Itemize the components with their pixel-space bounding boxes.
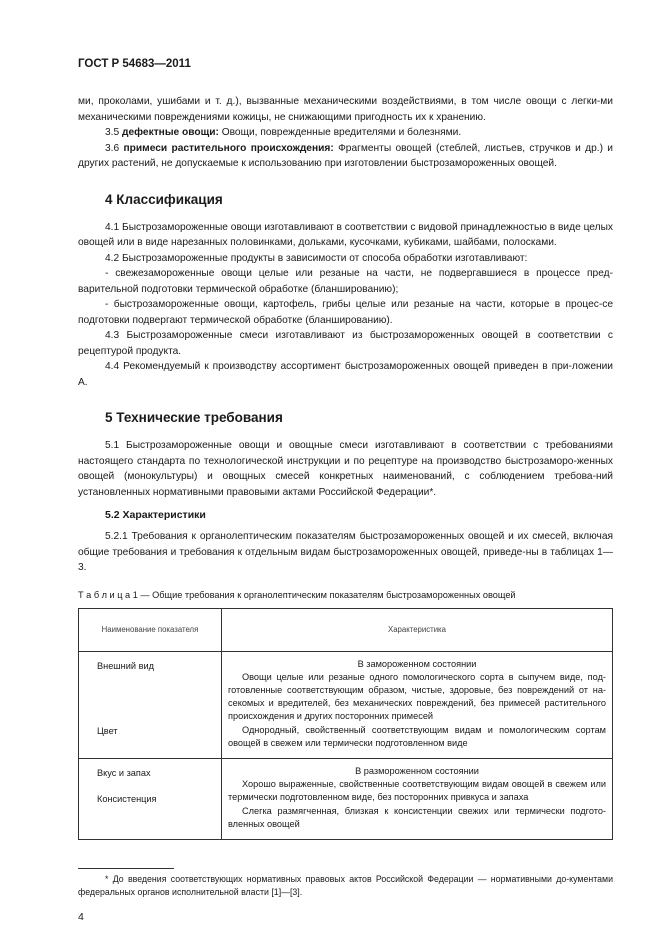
list-item-4-2-b: - быстрозамороженные овощи, картофель, грибы целые или резаные на части, которые в процес-се подготовки подвергают термической обработке (бланшированию). xyxy=(78,299,613,326)
definition-term: дефектные овощи: xyxy=(122,127,219,138)
document-header: ГОСТ Р 54683—2011 xyxy=(78,58,191,70)
subsection-5-2-title: 5.2 Характеристики xyxy=(105,509,206,521)
footnote: * До введения соответствующих нормативных правовых актов Российской Федерации — нормативными до-кументами федеральных органов исполнительной власти [1]—[3]. xyxy=(78,873,613,897)
table-cell-characteristics xyxy=(222,758,613,839)
table-row xyxy=(79,651,613,758)
continued-paragraph: ми, проколами, ушибами и т. д.), вызванные механическими воздействиями, в том числе овощи с легки-ми механическими повреждениями кожицы, не снижающими пригодность их к хранению. xyxy=(78,96,613,123)
indicator-label: Цвет xyxy=(97,726,118,737)
table-caption: Т а б л и ц а 1 — Общие требования к органолептическим показателям быстрозамороженных овощей xyxy=(78,589,516,600)
paragraph-5-2-1: 5.2.1 Требования к органолептическим показателям быстрозамороженных овощей и их смесей, включая общие требования и требования к отдельным видам быстрозамороженных овощей, приведе-ны в таблицах 1—3. xyxy=(78,531,613,573)
table-row xyxy=(79,758,613,839)
definition-term: примеси растительного происхождения: xyxy=(123,142,334,154)
page-number: 4 xyxy=(78,910,84,923)
definition-3-6 xyxy=(78,141,613,172)
indicator-label: Вкус и запах xyxy=(97,767,151,778)
characteristic-text: Овощи целые или резаные одного помологического сорта в сыпучем виде, под-готовленные соответствующим образом, чистые, здоровые, без повреждений от на-секомых и вредителей, без механических повреждений, без примесей растительного происхождения и других посторонних примесей xyxy=(228,671,606,722)
paragraph-5-1: 5.1 Быстрозамороженные овощи и овощные смеси изготавливают в соответствии с требованиями настоящего стандарта по технологической инструкции и по рецептуре на производство быстрозаморо-женных овощей (монокультуры) и овощных смесей конкретных наименований, с соблюдением требова-ний установленных нормативными правовыми актами Российской Федерации*. xyxy=(78,440,613,498)
definition-number: 3.5 xyxy=(105,127,120,138)
paragraph-4-1: 4.1 Быстрозамороженные овощи изготавливают в соответствии с видовой принадлежностью в виде целых овощей или в виде нарезанных половинками, дольками, кусочками, кубиками, шайбами, полосками. xyxy=(78,221,613,248)
column-header-indicator: Наименование показателя xyxy=(79,608,222,651)
definition-3-5 xyxy=(78,125,613,141)
state-heading: В размороженном состоянии xyxy=(355,765,479,776)
definition-number: 3.6 xyxy=(105,142,120,154)
footnote-divider xyxy=(78,868,174,869)
characteristic-text: Слегка размягченная, близкая к консистенции свежих или термически подгото-вленных овощей xyxy=(228,805,606,829)
section-5-title: 5 Технические требования xyxy=(105,410,283,425)
paragraph-4-2: 4.2 Быстрозамороженные продукты в зависимости от способа обработки изготавливают: xyxy=(105,252,528,264)
definition-text: Овощи, поврежденные вредителями и болезнями. xyxy=(221,127,462,138)
characteristic-text: Хорошо выраженные, свойственные соответствующим видам овощей в свежем или термически подготовленном виде, без посторонних привкуса и запаха xyxy=(228,779,606,803)
paragraph-4-3: 4.3 Быстрозамороженные смеси изготавливают из быстрозамороженных овощей в соответствии с рецептурой продукта. xyxy=(78,330,613,357)
table-cell-characteristics xyxy=(222,651,613,758)
indicator-label: Внешний вид xyxy=(97,660,154,671)
table-header-row xyxy=(79,608,613,651)
table-cell-indicators xyxy=(79,651,222,758)
indicator-label: Консистенция xyxy=(97,794,157,805)
table-cell-indicators xyxy=(79,758,222,839)
definition-text: Фрагменты овощей (стеблей, листьев, стручков и др.) и других растений, не допускаемые к использованию при изготовлении быстрозамороженных овощей. xyxy=(78,142,613,169)
paragraph-4-4: 4.4 Рекомендуемый к производству ассортимент быстрозамороженных овощей приведен в при-ложении А. xyxy=(78,361,613,388)
state-heading: В замороженном состоянии xyxy=(357,658,477,669)
column-header-characteristic: Характеристика xyxy=(222,608,613,651)
section-4-title: 4 Классификация xyxy=(105,191,223,207)
document-page xyxy=(78,58,613,923)
list-item-4-2-a: - свежезамороженные овощи целые или резаные на части, не подвергавшиеся в процессе пред-варительной подготовки термической обработке (бланшированию); xyxy=(78,268,613,295)
requirements-table xyxy=(78,608,613,840)
characteristic-text: Однородный, свойственный соответствующим видам и помологическим сортам овощей в свежем или термически подготовленном виде xyxy=(228,724,606,748)
